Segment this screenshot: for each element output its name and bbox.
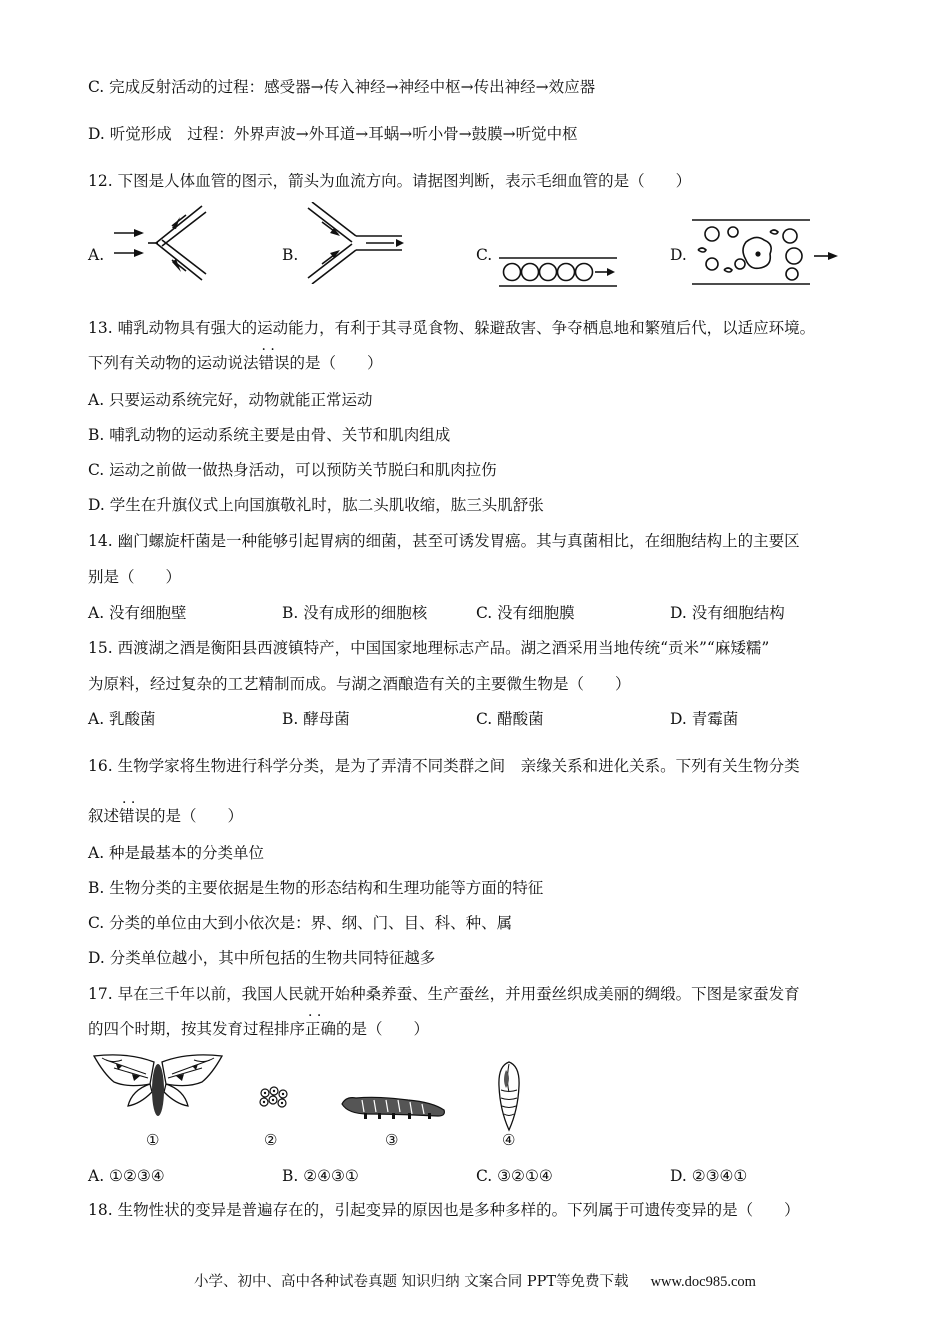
q15-stem-line1: 15. 西渡湖之酒是衡阳县西渡镇特产，中国国家地理标志产品。湖之酒采用当地传统“贡米”“麻矮糯” — [88, 639, 770, 657]
q14-stem-line1: 14. 幽门螺旋杆菌是一种能够引起胃病的细菌，甚至可诱发胃癌。其与真菌相比，在细胞结构上的主要区 — [88, 532, 800, 550]
q13-option-c: C. 运动之前做一做热身活动，可以预防关节脱臼和肌肉拉伤 — [88, 461, 497, 479]
q15-option-c: C. 醋酸菌 — [476, 710, 544, 728]
q16-stem-line1: 16. 生物学家将生物进行科学分类，是为了弄清不同类群之间 亲缘关系和进化关系。下列有关生物分类 — [88, 757, 800, 775]
q12-label-a: A. — [88, 246, 105, 264]
emphasis-mark: · · 正确 — [305, 1019, 336, 1039]
q11-option-d: D. 听觉形成 过程：外界声波→外耳道→耳蜗→听小骨→鼓膜→听觉中枢 — [88, 125, 578, 143]
emphasis-mark: · · 错误 — [259, 353, 290, 373]
q14-option-d: D. 没有细胞结构 — [670, 604, 785, 622]
q13-option-d: D. 学生在升旗仪式上向国旗敬礼时，肱二头肌收缩，肱三头肌舒张 — [88, 496, 544, 514]
q16-option-b: B. 生物分类的主要依据是生物的形态结构和生理功能等方面的特征 — [88, 879, 544, 897]
q17-option-c: C. ③②①④ — [476, 1167, 553, 1185]
q15-option-a: A. 乳酸菌 — [88, 710, 156, 728]
q17-stem-line2: 的四个时期，按其发育过程排序· · 正确的是（ ） — [88, 1019, 429, 1039]
vessel-figure-d — [690, 214, 842, 290]
q14-option-c: C. 没有细胞膜 — [476, 604, 575, 622]
pupa-figure — [494, 1060, 524, 1132]
q16-stem-line2: 叙述· · 错误的是（ ） — [88, 806, 243, 826]
q16-option-a: A. 种是最基本的分类单位 — [88, 844, 265, 862]
q15-option-b: B. 酵母菌 — [282, 710, 350, 728]
moth-figure — [88, 1048, 228, 1126]
q13-option-a: A. 只要运动系统完好，动物就能正常运动 — [88, 391, 373, 409]
q15-stem-line2: 为原料，经过复杂的工艺精制而成。与湖之酒酿造有关的主要微生物是（ ） — [88, 675, 631, 693]
q17-option-a: A. ①②③④ — [88, 1167, 165, 1185]
vessel-figure-c — [497, 254, 621, 290]
q13-stem-line1: 13. 哺乳动物具有强大的运动能力，有利于其寻觅食物、躲避敌害、争夺栖息地和繁殖后代，以适应环境。 — [88, 319, 816, 337]
figure-label-2: ② — [264, 1133, 278, 1149]
q14-stem-line2: 别是（ ） — [88, 568, 182, 586]
q12-stem: 12. 下图是人体血管的图示，箭头为血流方向。请据图判断，表示毛细血管的是（ ） — [88, 172, 692, 190]
q12-label-b: B. — [282, 246, 299, 264]
q16-option-c: C. 分类的单位由大到小依次是：界、纲、门、目、科、种、属 — [88, 914, 513, 932]
q11-option-c: C. 完成反射活动的过程：感受器→传入神经→神经中枢→传出神经→效应器 — [88, 78, 596, 96]
q17-option-d: D. ②③④① — [670, 1167, 748, 1185]
footer-text: 小学、初中、高中各种试卷真题 知识归纳 文案合同 PPT等免费下载 — [194, 1274, 629, 1290]
eggs-figure — [256, 1085, 292, 1111]
q15-option-d: D. 青霉菌 — [670, 710, 739, 728]
q17-option-b: B. ②④③① — [282, 1167, 359, 1185]
larva-figure — [338, 1082, 450, 1122]
vessel-figure-a — [112, 202, 212, 284]
figure-label-4: ④ — [502, 1133, 516, 1149]
footer-url[interactable]: www.doc985.com — [650, 1274, 756, 1290]
q12-label-d: D. — [670, 246, 687, 264]
q18-stem: 18. 生物性状的变异是普遍存在的，引起变异的原因也是多种多样的。下列属于可遗传变异的是（ ） — [88, 1201, 800, 1219]
q17-stem-line1: 17. 早在三千年以前，我国人民就开始种桑养蚕、生产蚕丝，并用蚕丝织成美丽的绸缎。下图是家蚕发育 — [88, 985, 800, 1003]
emphasis-mark: · · 错误 — [119, 806, 150, 826]
q14-option-b: B. 没有成形的细胞核 — [282, 604, 428, 622]
q12-label-c: C. — [476, 246, 493, 264]
figure-label-3: ③ — [385, 1133, 399, 1149]
q14-option-a: A. 没有细胞壁 — [88, 604, 187, 622]
q16-option-d: D. 分类单位越小，其中所包括的生物共同特征越多 — [88, 949, 436, 967]
vessel-figure-b — [304, 202, 404, 284]
figure-label-1: ① — [146, 1133, 160, 1149]
q13-stem-line2: 下列有关动物的运动说法· · 错误的是（ ） — [88, 353, 383, 373]
page-footer — [0, 1270, 950, 1291]
q13-option-b: B. 哺乳动物的运动系统主要是由骨、关节和肌肉组成 — [88, 426, 451, 444]
